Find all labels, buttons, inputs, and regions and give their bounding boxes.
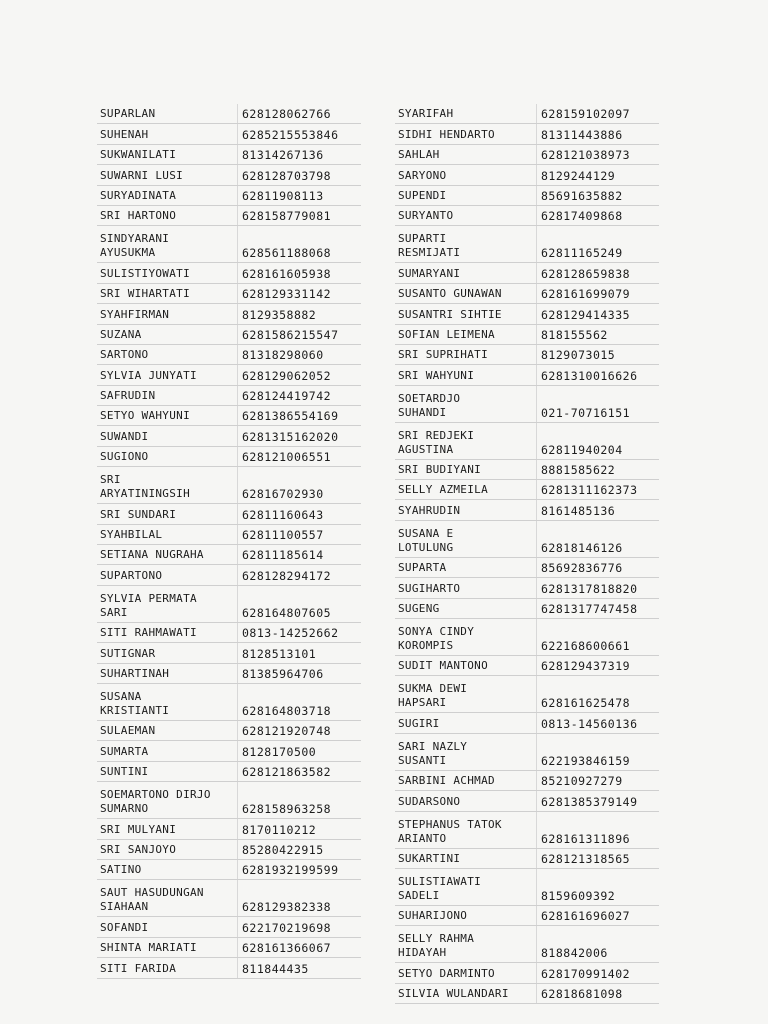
table-row [97, 124, 361, 144]
right-contact-table [395, 104, 659, 1004]
contact-name: SIDHI HENDARTO [395, 124, 537, 143]
contact-phone: 6281586215547 [242, 327, 339, 342]
contact-phone: 6281386554169 [242, 409, 339, 424]
contact-phone: 8129244129 [541, 168, 616, 183]
contact-name: SUGIHARTO [395, 578, 537, 597]
contact-name: SUPARTONO [97, 565, 238, 584]
contact-name: SYAHRUDIN [395, 500, 537, 519]
contact-name: SUKMA DEWI HAPSARI [395, 676, 537, 712]
contact-phone: 628124419742 [242, 389, 332, 404]
table-row [97, 145, 361, 165]
table-row [395, 165, 659, 185]
table-row [395, 869, 659, 906]
contact-name: SRI WAHYUNI [395, 365, 537, 384]
contact-phone: 818842006 [541, 946, 608, 961]
contact-name: SITI RAHMAWATI [97, 623, 238, 642]
table-row [97, 226, 361, 263]
contact-phone: 628161625478 [541, 696, 631, 711]
left-contact-table [97, 104, 361, 979]
contact-name: SUHARTINAH [97, 664, 238, 683]
contact-name: SOEMARTONO DIRJO SUMARNO [97, 782, 238, 818]
table-row [97, 467, 361, 504]
contact-name: SUSANTO GUNAWAN [395, 284, 537, 303]
contact-name: SUGIRI [395, 713, 537, 732]
contact-phone: 62818146126 [541, 540, 623, 555]
contact-phone: 0813-14252662 [242, 626, 339, 641]
table-row [395, 619, 659, 656]
contact-name: SELLY AZMEILA [395, 480, 537, 499]
table-row [395, 599, 659, 619]
contact-name: SETYO WAHYUNI [97, 406, 238, 425]
table-row [395, 500, 659, 520]
contact-name: SYAHFIRMAN [97, 304, 238, 323]
table-row [97, 165, 361, 185]
table-row [97, 525, 361, 545]
table-row [97, 664, 361, 684]
contact-phone: 81314267136 [242, 148, 324, 163]
table-row [97, 386, 361, 406]
contact-name: SUHARIJONO [395, 906, 537, 925]
contact-phone: 62816702930 [242, 487, 324, 502]
contact-name: SUPARTA [395, 558, 537, 577]
contact-name: SOFIAN LEIMENA [395, 325, 537, 344]
table-row [97, 186, 361, 206]
table-row [97, 284, 361, 304]
table-row [97, 504, 361, 524]
contact-name: SUSANA E LOTULUNG [395, 521, 537, 557]
table-row [97, 643, 361, 663]
table-row [395, 791, 659, 811]
contact-phone: 62818681098 [541, 987, 623, 1002]
table-row [395, 926, 659, 963]
contact-phone: 811844435 [242, 961, 309, 976]
table-row [395, 906, 659, 926]
contact-name: SUNTINI [97, 762, 238, 781]
contact-name: SYARIFAH [395, 104, 537, 123]
contact-phone: 628161605938 [242, 266, 332, 281]
contact-phone: 8128170500 [242, 744, 317, 759]
table-row [97, 263, 361, 283]
table-row [395, 771, 659, 791]
table-row [395, 656, 659, 676]
table-row [395, 206, 659, 226]
table-row [395, 104, 659, 124]
contact-name: SURYANTO [395, 206, 537, 225]
contact-name: SARTONO [97, 345, 238, 364]
contact-phone: 8170110212 [242, 822, 317, 837]
contact-phone: 6281315162020 [242, 429, 339, 444]
contact-phone: 628121863582 [242, 765, 332, 780]
contact-phone: 628128294172 [242, 568, 332, 583]
table-row [97, 721, 361, 741]
table-row [97, 840, 361, 860]
contact-phone: 628129382338 [242, 900, 332, 915]
table-row [97, 623, 361, 643]
table-row [97, 762, 361, 782]
contact-phone: 622193846159 [541, 753, 631, 768]
contact-phone: 622170219698 [242, 920, 332, 935]
contact-phone: 818155562 [541, 327, 608, 342]
table-row [97, 426, 361, 446]
table-row [395, 984, 659, 1004]
contact-name: SYLVIA JUNYATI [97, 365, 238, 384]
table-row [97, 545, 361, 565]
table-row [395, 460, 659, 480]
contact-phone: 628129414335 [541, 307, 631, 322]
contact-phone: 628170991402 [541, 966, 631, 981]
contact-name: SELLY RAHMA HIDAYAH [395, 926, 537, 962]
table-row [395, 423, 659, 460]
contact-phone: 628561188068 [242, 246, 332, 261]
contact-name: SUMARTA [97, 741, 238, 760]
table-row [395, 558, 659, 578]
contact-phone: 628159102097 [541, 107, 631, 122]
table-row [97, 365, 361, 385]
contact-phone: 628128659838 [541, 266, 631, 281]
contact-name: SITI FARIDA [97, 958, 238, 977]
table-row [395, 963, 659, 983]
contact-phone: 628121006551 [242, 450, 332, 465]
contact-name: SUGENG [395, 599, 537, 618]
contact-phone: 622168600661 [541, 639, 631, 654]
contact-name: STEPHANUS TATOK ARIANTO [395, 812, 537, 848]
contact-name: SUDARSONO [395, 791, 537, 810]
contact-phone: 628121038973 [541, 148, 631, 163]
contact-name: SOETARDJO SUHANDI [395, 386, 537, 422]
contact-phone: 85210927279 [541, 774, 623, 789]
table-row [395, 676, 659, 713]
contact-phone: 6281932199599 [242, 863, 339, 878]
contact-name: SRI HARTONO [97, 206, 238, 225]
table-row [97, 406, 361, 426]
contact-phone: 62811165249 [541, 246, 623, 261]
contact-phone: 62817409868 [541, 209, 623, 224]
contact-name: SUSANA KRISTIANTI [97, 684, 238, 720]
contact-name: SUWANDI [97, 426, 238, 445]
contact-phone: 85692836776 [541, 561, 623, 576]
contact-phone: 85280422915 [242, 842, 324, 857]
contact-phone: 8159609392 [541, 888, 616, 903]
contact-phone: 6281310016626 [541, 368, 638, 383]
table-row [97, 206, 361, 226]
table-row [395, 145, 659, 165]
contact-phone: 6281385379149 [541, 794, 638, 809]
contact-phone: 81318298060 [242, 348, 324, 363]
contact-phone: 81311443886 [541, 127, 623, 142]
contact-phone: 628158779081 [242, 209, 332, 224]
table-row [97, 104, 361, 124]
contact-name: SETIANA NUGRAHA [97, 545, 238, 564]
contact-name: SETYO DARMINTO [395, 963, 537, 982]
contact-phone: 8129073015 [541, 348, 616, 363]
table-row [395, 284, 659, 304]
table-row [395, 521, 659, 558]
table-row [97, 917, 361, 937]
contact-name: SUZANA [97, 325, 238, 344]
contact-name: SAUT HASUDUNGAN SIAHAAN [97, 880, 238, 916]
table-row [395, 480, 659, 500]
contact-phone: 8161485136 [541, 503, 616, 518]
contact-phone: 8881585622 [541, 463, 616, 478]
contact-phone: 8129358882 [242, 307, 317, 322]
contact-name: SAHLAH [395, 145, 537, 164]
contact-phone: 62811940204 [541, 442, 623, 457]
table-row [395, 578, 659, 598]
contact-name: SUPARLAN [97, 104, 238, 123]
contact-name: SARYONO [395, 165, 537, 184]
contact-name: SRI SUPRIHATI [395, 345, 537, 364]
table-row [97, 586, 361, 623]
table-row [395, 365, 659, 385]
contact-name: SUPENDI [395, 186, 537, 205]
table-row [97, 938, 361, 958]
contact-phone: 628161699079 [541, 287, 631, 302]
contact-phone: 628164807605 [242, 605, 332, 620]
table-row [395, 812, 659, 849]
contact-name: SUHENAH [97, 124, 238, 143]
contact-name: SONYA CINDY KOROMPIS [395, 619, 537, 655]
contact-phone: 62811160643 [242, 507, 324, 522]
contact-name: SRI SUNDARI [97, 504, 238, 523]
contact-name: SRI WIHARTATI [97, 284, 238, 303]
contact-phone: 628158963258 [242, 802, 332, 817]
table-row [97, 819, 361, 839]
contact-phone: 628161696027 [541, 909, 631, 924]
contact-phone: 628129331142 [242, 287, 332, 302]
contact-phone: 628161366067 [242, 941, 332, 956]
contact-name: SATINO [97, 860, 238, 879]
contact-name: SUWARNI LUSI [97, 165, 238, 184]
contact-name: SUTIGNAR [97, 643, 238, 662]
contact-name: SURYADINATA [97, 186, 238, 205]
contact-name: SUPARTI RESMIJATI [395, 226, 537, 262]
contact-phone: 6281311162373 [541, 483, 638, 498]
contact-phone: 628128062766 [242, 107, 332, 122]
contact-name: SRI BUDIYANI [395, 460, 537, 479]
contact-name: SRI REDJEKI AGUSTINA [395, 423, 537, 459]
contact-name: SHINTA MARIATI [97, 938, 238, 957]
table-row [395, 263, 659, 283]
contact-name: SARI NAZLY SUSANTI [395, 734, 537, 770]
contact-phone: 6281317818820 [541, 581, 638, 596]
contact-name: SULISTIYOWATI [97, 263, 238, 282]
table-row [97, 304, 361, 324]
contact-phone: 6285215553846 [242, 127, 339, 142]
table-row [97, 741, 361, 761]
contact-name: SYAHBILAL [97, 525, 238, 544]
contact-name: SUDIT MANTONO [395, 656, 537, 675]
contact-name: SARBINI ACHMAD [395, 771, 537, 790]
table-row [97, 447, 361, 467]
table-row [395, 386, 659, 423]
table-row [97, 958, 361, 978]
contact-name: SUGIONO [97, 447, 238, 466]
contact-name: SOFANDI [97, 917, 238, 936]
table-row [395, 124, 659, 144]
contact-phone: 628164803718 [242, 703, 332, 718]
contact-phone: 628161311896 [541, 831, 631, 846]
contact-phone: 0813-14560136 [541, 716, 638, 731]
table-row [97, 345, 361, 365]
contact-phone: 6281317747458 [541, 602, 638, 617]
table-row [97, 325, 361, 345]
contact-name: SULAEMAN [97, 721, 238, 740]
contact-phone: 628121920748 [242, 724, 332, 739]
contact-name: SINDYARANI AYUSUKMA [97, 226, 238, 262]
contact-phone: 021-70716151 [541, 405, 631, 420]
contact-name: SILVIA WULANDARI [395, 984, 537, 1003]
table-row [97, 684, 361, 721]
table-row [395, 713, 659, 733]
contact-name: SUKARTINI [395, 849, 537, 868]
contact-name: SUKWANILATI [97, 145, 238, 164]
table-row [395, 849, 659, 869]
contact-phone: 8128513101 [242, 646, 317, 661]
table-row [395, 734, 659, 771]
contact-name: SUSANTRI SIHTIE [395, 304, 537, 323]
contact-name: SRI ARYATININGSIH [97, 467, 238, 503]
table-row [395, 226, 659, 263]
contact-phone: 628128703798 [242, 168, 332, 183]
contact-phone: 85691635882 [541, 188, 623, 203]
table-row [395, 325, 659, 345]
contact-phone: 62811908113 [242, 188, 324, 203]
table-row [395, 186, 659, 206]
contact-phone: 81385964706 [242, 666, 324, 681]
table-row [395, 304, 659, 324]
contact-name: SAFRUDIN [97, 386, 238, 405]
contact-name: SUMARYANI [395, 263, 537, 282]
contact-name: SRI SANJOYO [97, 840, 238, 859]
table-row [97, 782, 361, 819]
contact-phone: 62811185614 [242, 548, 324, 563]
contact-phone: 628129062052 [242, 368, 332, 383]
contact-name: SRI MULYANI [97, 819, 238, 838]
table-row [395, 345, 659, 365]
contact-name: SULISTIAWATI SADELI [395, 869, 537, 905]
contact-name: SYLVIA PERMATA SARI [97, 586, 238, 622]
contact-phone: 628121318565 [541, 851, 631, 866]
table-row [97, 565, 361, 585]
table-row [97, 880, 361, 917]
table-row [97, 860, 361, 880]
contact-phone: 62811100557 [242, 528, 324, 543]
contact-phone: 628129437319 [541, 659, 631, 674]
